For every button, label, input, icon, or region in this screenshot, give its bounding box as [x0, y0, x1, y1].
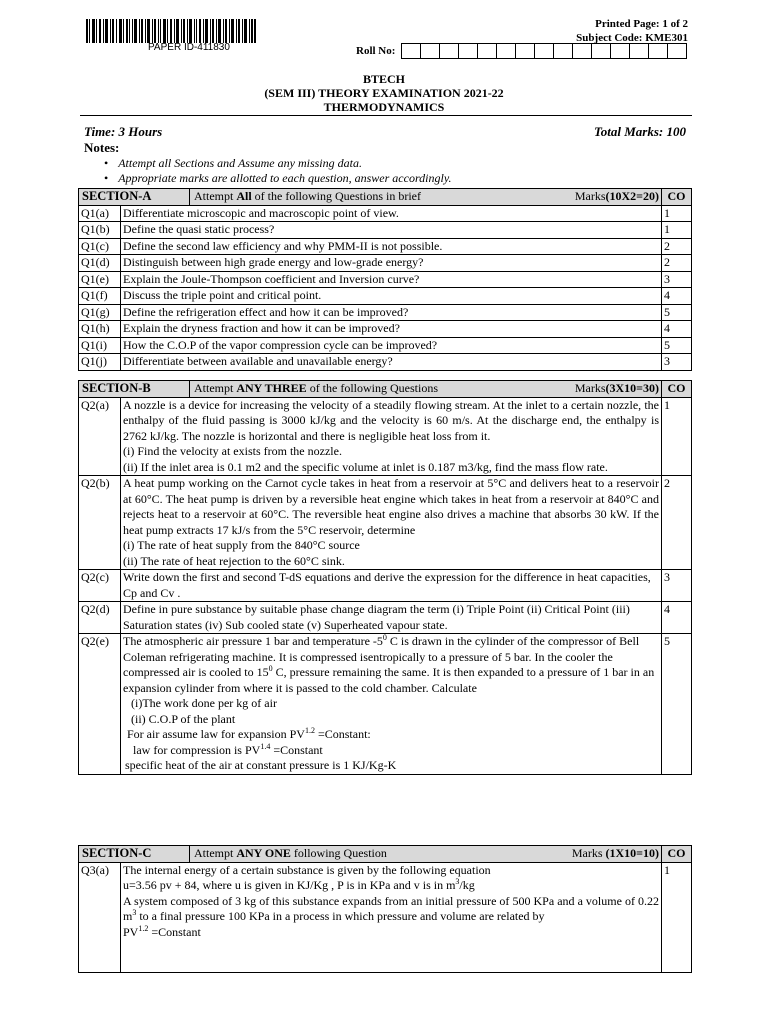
note-item: • Appropriate marks are allotted to each question, answer accordingly. — [104, 171, 452, 186]
table-row — [79, 397, 692, 476]
roll-box — [611, 44, 630, 58]
question-number: Q1(c) — [79, 238, 121, 255]
section-c-title: SECTION-C — [79, 846, 190, 862]
table-row — [79, 205, 692, 222]
question-text: Define in pure substance by suitable phase change diagram the term (i) Triple Point (ii) Critical Point (iii) Saturation states (iv) Sub cooled state (v) Superheated vapour state. — [121, 602, 662, 634]
question-number: Q1(f) — [79, 288, 121, 305]
roll-number-field — [356, 43, 687, 59]
question-text: Differentiate microscopic and macroscopic point of view. — [121, 205, 662, 222]
roll-box — [402, 44, 421, 58]
exam-time: Time: 3 Hours — [84, 124, 163, 139]
total-marks: Total Marks: 100 — [594, 124, 686, 139]
co-value: 5 — [662, 337, 692, 354]
barcode — [86, 19, 256, 43]
roll-box — [535, 44, 554, 58]
co-value: 2 — [662, 255, 692, 272]
co-value: 1 — [662, 205, 692, 222]
table-row — [79, 862, 692, 972]
section-a-table — [78, 188, 692, 371]
section-b-header — [79, 381, 692, 398]
section-a-instructions: Attempt All of the following Questions in brief — [194, 189, 421, 203]
table-row — [79, 570, 692, 602]
co-value: 3 — [662, 271, 692, 288]
table-row — [79, 476, 692, 570]
question-text: How the C.O.P of the vapor compression cycle can be improved? — [121, 337, 662, 354]
section-b-marks: Marks(3X10=30) — [574, 381, 659, 395]
table-row — [79, 238, 692, 255]
question-number: Q1(h) — [79, 321, 121, 338]
question-number: Q2(b) — [79, 476, 121, 570]
roll-box — [478, 44, 497, 58]
roll-boxes — [401, 43, 687, 59]
question-text: Define the quasi static process? — [121, 222, 662, 239]
roll-box — [497, 44, 516, 58]
section-a-header — [79, 189, 692, 206]
roll-box — [592, 44, 611, 58]
roll-box — [459, 44, 478, 58]
co-header: CO — [662, 846, 692, 863]
question-text: Explain the dryness fraction and how it can be improved? — [121, 321, 662, 338]
notes-list — [104, 156, 452, 186]
question-text: The atmospheric air pressure 1 bar and temperature $-5^0$ C is drawn in the cylinder of the compressor of Bell Coleman refrigerating machine. It is compressed isentropically to a pressure of 5 bar. In the cooler the compressed air is cooled to $15^0$ C, pressure remaining the same. It is then expanded to a pressure of 1 bar in an expansion cylinder from where it is passed to the cold chamber. Calculate (i)The work done per kg of air (ii) C.O.P of the plant For air assume law for expansion $PV^{1.2}$ =Constant: law for compression is $PV^{1.4}$ =Constant specific heat of the air at constant pressure is 1 KJ/Kg-K — [121, 634, 662, 775]
question-text: Write down the first and second T-dS equations and derive the expression for the difference in heat capacities, Cp and Cv . — [121, 570, 662, 602]
table-row — [79, 255, 692, 272]
section-c-header — [79, 846, 692, 863]
question-number: Q1(b) — [79, 222, 121, 239]
heading-line-1: BTECH — [362, 72, 405, 86]
co-value: 3 — [662, 354, 692, 371]
question-number: Q2(a) — [79, 397, 121, 476]
question-text: Explain the Joule-Thompson coefficient and Inversion curve? — [121, 271, 662, 288]
question-number: Q1(a) — [79, 205, 121, 222]
roll-box — [649, 44, 668, 58]
note-item: • Attempt all Sections and Assume any missing data. — [104, 156, 452, 171]
printed-page: Printed Page: 1 of 2 — [595, 18, 688, 30]
question-text: A nozzle is a device for increasing the velocity of a steadily flowing stream. At the inlet to a certain nozzle, the enthalpy of the fluid passing is 3000 kJ/kg and the velocity is 60 m/s. At the discharge end, the enthalpy is 2762 kJ/kg. The nozzle is horizontal and there is negligible heat loss from it. (i) Find the velocity at exists from the nozzle. (ii) If the inlet area is 0.1 m2 and the specific volume at inlet is 0.187 m3/kg, find the mass flow rate. — [121, 397, 662, 476]
table-row — [79, 337, 692, 354]
question-number: Q3(a) — [79, 862, 121, 972]
co-value: 5 — [662, 634, 692, 775]
subject-code: Subject Code: KME301 — [576, 32, 688, 44]
table-row — [79, 271, 692, 288]
section-b-table — [78, 380, 692, 775]
question-text: Discuss the triple point and critical point. — [121, 288, 662, 305]
question-number: Q2(d) — [79, 602, 121, 634]
table-row — [79, 288, 692, 305]
co-value: 3 — [662, 570, 692, 602]
question-number: Q1(i) — [79, 337, 121, 354]
heading-line-2: (SEM III) THEORY EXAMINATION 2021-22 — [264, 86, 504, 100]
table-row — [79, 321, 692, 338]
question-number: Q1(g) — [79, 304, 121, 321]
co-value: 4 — [662, 288, 692, 305]
co-value: 5 — [662, 304, 692, 321]
paper-id: PAPER ID-411830 — [148, 42, 230, 53]
section-b-title: SECTION-B — [79, 381, 190, 397]
question-text: A heat pump working on the Carnot cycle takes in heat from a reservoir at 5°C and delivers heat to a reservoir at 60°C. The heat pump is driven by a reversible heat engine which takes in heat from a reservoir at 840°C and rejects heat to a reservoir at 60°C. The reversible heat engine also drives a machine that absorbs 30 kW. If the heat pump extracts 17 kJ/s from the 5°C reservoir, determine (i) The rate of heat supply from the 840°C source (ii) The rate of heat rejection to the 60°C sink. — [121, 476, 662, 570]
roll-box — [554, 44, 573, 58]
roll-box — [516, 44, 535, 58]
question-text: Define the second law efficiency and why PMM-II is not possible. — [121, 238, 662, 255]
notes-title: Notes: — [84, 140, 120, 155]
co-value: 1 — [662, 862, 692, 972]
section-c-instructions: Attempt ANY ONE following Question — [194, 846, 387, 860]
roll-box — [440, 44, 459, 58]
heading-line-3: THERMODYNAMICS — [323, 100, 445, 114]
question-number: Q1(e) — [79, 271, 121, 288]
divider — [80, 115, 692, 116]
co-value: 4 — [662, 321, 692, 338]
table-row — [79, 634, 692, 775]
question-number: Q1(j) — [79, 354, 121, 371]
co-value: 1 — [662, 397, 692, 476]
co-header: CO — [662, 189, 692, 206]
question-text: Distinguish between high grade energy and low-grade energy? — [121, 255, 662, 272]
question-number: Q2(e) — [79, 634, 121, 775]
section-b-instructions: Attempt ANY THREE of the following Questions — [194, 381, 439, 395]
table-row — [79, 354, 692, 371]
question-number: Q2(c) — [79, 570, 121, 602]
table-row — [79, 304, 692, 321]
exam-heading — [0, 72, 768, 114]
roll-box — [421, 44, 440, 58]
co-value: 4 — [662, 602, 692, 634]
section-a-title: SECTION-A — [79, 189, 190, 205]
section-a-marks: Marks(10X2=20) — [574, 189, 659, 203]
roll-label: Roll No: — [356, 45, 396, 57]
section-c-table — [78, 845, 692, 973]
section-c-marks: Marks (1X10=10) — [571, 846, 659, 860]
print-info — [576, 17, 688, 45]
co-header: CO — [662, 381, 692, 398]
co-value: 2 — [662, 238, 692, 255]
question-text: The internal energy of a certain substance is given by the following equation u=3.56 pv + 84, where u is given in KJ/Kg , P is in KPa and v is in $m^3/kg$ A system composed of 3 kg of this substance expands from an initial pressure of 500 KPa and a volume of 0.22 $m^3$ to a final pressure 100 KPa in a process in which pressure and volume are related by $PV^{1.2}$ =Constant — [121, 862, 662, 972]
question-text: Differentiate between available and unavailable energy? — [121, 354, 662, 371]
roll-box — [668, 44, 686, 58]
co-value: 1 — [662, 222, 692, 239]
table-row — [79, 222, 692, 239]
question-text: Define the refrigeration effect and how it can be improved? — [121, 304, 662, 321]
question-number: Q1(d) — [79, 255, 121, 272]
table-row — [79, 602, 692, 634]
roll-box — [573, 44, 592, 58]
co-value: 2 — [662, 476, 692, 570]
roll-box — [630, 44, 649, 58]
